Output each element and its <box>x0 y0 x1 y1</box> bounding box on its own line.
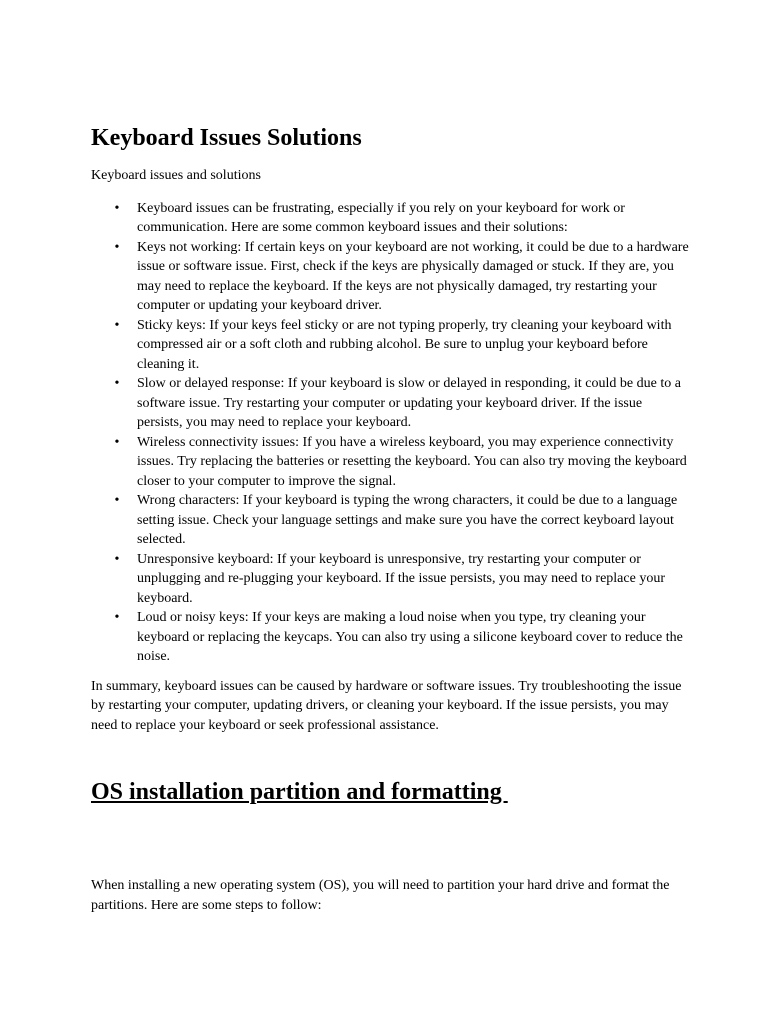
list-item-text: Loud or noisy keys: If your keys are making a loud noise when you type, try cleaning your keyboard or replacing the keycaps. You can also try using a silicone keyboard cover to reduce the noise. <box>137 610 683 664</box>
bullet-icon: • <box>114 239 120 255</box>
list-item <box>91 316 691 375</box>
list-item-text: Wrong characters: If your keyboard is typing the wrong characters, it could be due to a language setting issue. Check your language settings and make sure you have the correct keyboard layout selected. <box>137 493 678 547</box>
list-item-text: Slow or delayed response: If your keyboard is slow or delayed in responding, it could be due to a software issue. Try restarting your computer or updating your keyboard driver. If the issue persists, you may need to replace your keyboard. <box>137 376 681 430</box>
list-item-text: Unresponsive keyboard: If your keyboard is unresponsive, try restarting your computer or unplugging and re-plugging your keyboard. If the issue persists, you may need to replace your keyboard. <box>137 551 665 606</box>
bullet-icon: • <box>114 551 120 567</box>
bullet-icon: • <box>114 376 120 391</box>
bullet-icon: • <box>114 434 120 450</box>
summary-paragraph: In summary, keyboard issues can be caused by hardware or software issues. Try troubleshooting the issue by restarting your computer, updating drivers, or cleaning your keyboard. If the issue persists, you may need to replace your keyboard or seek professional assistance. <box>91 678 682 733</box>
bullet-icon: • <box>114 610 120 625</box>
list-item <box>91 608 691 667</box>
list-item <box>91 238 691 316</box>
page-subtitle: Keyboard issues and solutions <box>91 168 261 183</box>
list-item-text: Keyboard issues can be frustrating, especially if you rely on your keyboard for work or communication. Here are some common keyboard issues and their solutions: <box>137 200 625 235</box>
list-item <box>91 550 691 609</box>
list-item <box>91 374 691 433</box>
list-item <box>91 491 691 550</box>
list-item <box>91 433 691 492</box>
list-item-text: Wireless connectivity issues: If you have a wireless keyboard, you may experience connectivity issues. Try replacing the batteries or resetting the keyboard. You can also try moving the keyboard closer to your computer to improve the signal. <box>137 434 687 489</box>
section-title: OS installation partition and formatting <box>91 779 508 805</box>
section-intro-paragraph: When installing a new operating system (OS), you will need to partition your hard drive and format the partitions. Here are some steps to follow: <box>91 878 670 913</box>
list-item-text: Keys not working: If certain keys on your keyboard are not working, it could be due to a hardware issue or software issue. First, check if the keys are physically damaged or stuck. If they are, you may need to replace the keyboard. If the keys are not physically damaged, try restarting your computer or updating your keyboard driver. <box>137 239 689 313</box>
bullet-icon: • <box>114 200 120 216</box>
solutions-list <box>91 199 691 667</box>
list-item-text: Sticky keys: If your keys feel sticky or are not typing properly, try cleaning your keyboard with compressed air or a soft cloth and rubbing alcohol. Be sure to unplug your keyboard before cleaning it. <box>137 317 672 372</box>
document-page <box>91 120 691 913</box>
page-title: Keyboard Issues Solutions <box>91 125 362 151</box>
list-item <box>91 199 691 238</box>
bullet-icon: • <box>114 317 120 333</box>
bullet-icon: • <box>114 493 120 508</box>
